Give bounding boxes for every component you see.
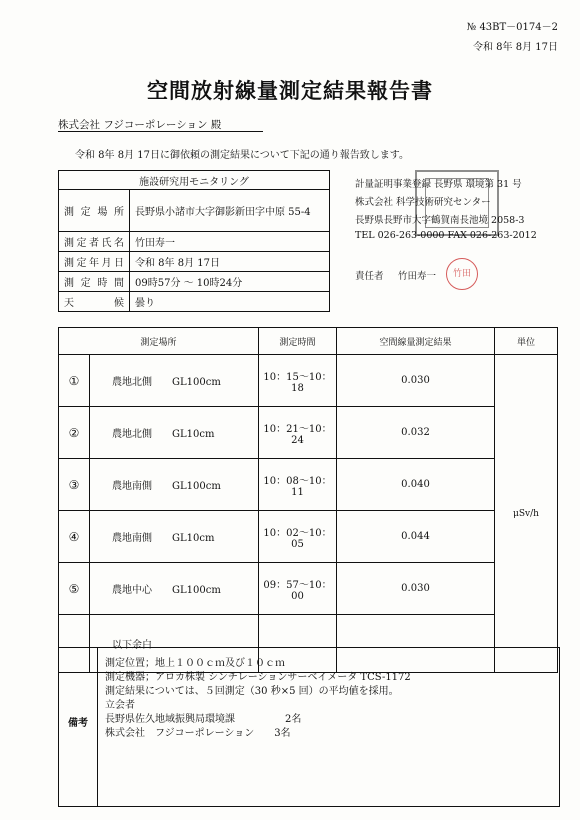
note-line: 長野県佐久地域振興局環境課 2名 [105, 714, 302, 725]
note-line: 立会者 [105, 700, 135, 711]
row-time: 10：08～10：11 [259, 459, 337, 511]
row-value: 0.032 [337, 407, 495, 459]
place-height: GL10cm [172, 533, 215, 544]
info-value: 長野県小諸市大字御影新田字中原 55-4 [130, 190, 330, 232]
note-line: 株式会社 フジコーポレーション 3名 [105, 728, 291, 739]
info-row [59, 252, 330, 272]
row-number: ④ [59, 511, 90, 563]
place-name: 農地北側 [112, 377, 152, 388]
table-row [59, 407, 558, 459]
issuer-address: 長野県長野市大字鶴賀南長池境 2058-3 [355, 215, 525, 226]
row-place [90, 355, 259, 407]
issuer-phone: TEL 026-263-0000 FAX 026-263-2012 [355, 230, 537, 241]
place-height: GL100cm [172, 585, 221, 596]
notes-label: 備考 [68, 718, 88, 729]
table-row [59, 563, 558, 615]
row-value: 0.030 [337, 563, 495, 615]
personal-stamp: 竹田 [446, 258, 478, 290]
document-date: 令和 8年 8月 17日 [473, 42, 558, 53]
table-row [59, 459, 558, 511]
results-table [58, 327, 558, 673]
header-value: 空間線量測定結果 [337, 328, 495, 355]
place-height: GL10cm [172, 429, 215, 440]
row-time: 10：15～10：18 [259, 355, 337, 407]
issuer-company: 株式会社 科学技術研究センター [355, 197, 491, 208]
place-name: 農地南側 [112, 533, 152, 544]
notes-label-cell [59, 648, 98, 806]
row-number: ⑤ [59, 563, 90, 615]
place-name: 農地南側 [112, 481, 152, 492]
header-time: 測定時間 [259, 328, 337, 355]
info-label: 測定者氏名 [59, 232, 130, 252]
responsible-name: 竹田寿一 [398, 271, 437, 282]
info-value: 竹田寿一 [130, 232, 330, 252]
responsible-label: 責任者 [355, 271, 384, 282]
row-number: ② [59, 407, 90, 459]
row-number: ① [59, 355, 90, 407]
blank-note: 以下余白 [90, 615, 259, 673]
row-number: ③ [59, 459, 90, 511]
info-label: 測定時間 [59, 272, 130, 292]
place-name: 農地中心 [112, 585, 152, 596]
row-place [90, 407, 259, 459]
note-line: 測定位置；地上１００ｃｍ及び１０ｃｍ [105, 658, 285, 669]
place-name: 農地北側 [112, 429, 152, 440]
info-heading: 施設研究用モニタリング [59, 171, 330, 190]
header-place: 測定場所 [59, 328, 259, 355]
info-value: 曇り [130, 292, 330, 312]
header-unit: 単位 [495, 328, 558, 355]
info-row [59, 190, 330, 232]
place-height: GL100cm [172, 377, 221, 388]
document-number: № 43BT－0174－2 [466, 22, 558, 33]
info-label: 測定場所 [59, 190, 130, 232]
info-label: 天候 [59, 292, 130, 312]
row-place [90, 511, 259, 563]
place-height: GL100cm [172, 481, 221, 492]
row-place [90, 459, 259, 511]
issuer-registration: 計量証明事業登録 長野県 環境第 31 号 [355, 179, 522, 190]
table-row [59, 511, 558, 563]
note-line: 測定結果については、５回測定（30 秒×5 回）の平均値を採用。 [105, 686, 399, 697]
info-row [59, 292, 330, 312]
row-value: 0.044 [337, 511, 495, 563]
info-value: 09時57分 ～ 10時24分 [130, 272, 330, 292]
row-time: 10：02～10：05 [259, 511, 337, 563]
survey-info-table [58, 170, 330, 312]
info-label: 測定年月日 [59, 252, 130, 272]
row-time: 09：57～10：00 [259, 563, 337, 615]
info-row [59, 232, 330, 252]
info-value: 令和 8年 8月 17日 [130, 252, 330, 272]
report-title: 空間放射線量測定結果報告書 [147, 78, 433, 103]
notes-box [58, 647, 560, 807]
addressee-underline [58, 131, 263, 132]
row-time: 10：21～10：24 [259, 407, 337, 459]
intro-text: 令和 8年 8月 17日に御依頼の測定結果について下記の通り報告致します。 [75, 150, 409, 161]
info-row [59, 272, 330, 292]
table-row [59, 355, 558, 407]
row-value: 0.030 [337, 355, 495, 407]
row-value: 0.040 [337, 459, 495, 511]
row-place [90, 563, 259, 615]
addressee-text: 株式会社 フジコーポレーション 殿 [58, 119, 222, 131]
addressee [58, 117, 221, 132]
results-header-row [59, 328, 558, 355]
note-line: 測定機器；アロカ株製 シンチレーションサーベイメータ TCS-1172 [105, 672, 411, 683]
unit-cell: μSv/h [495, 355, 558, 673]
